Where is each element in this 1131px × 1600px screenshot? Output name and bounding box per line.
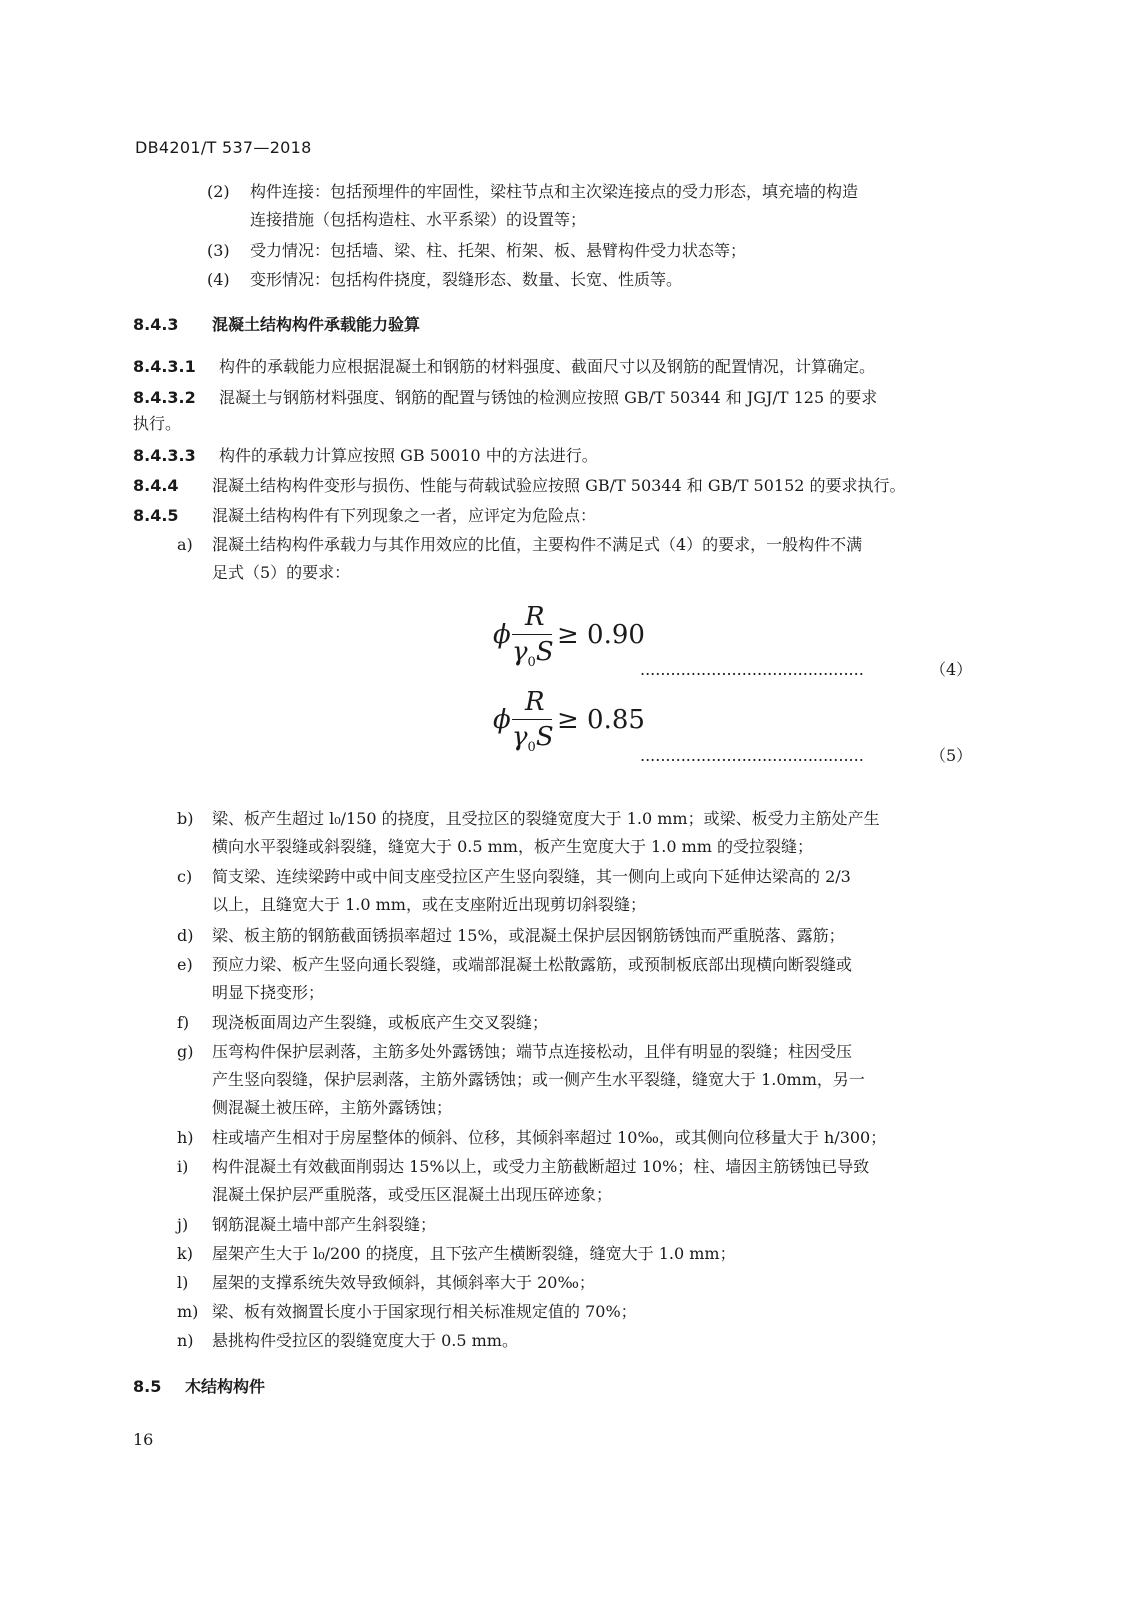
clause-text: 混凝土与钢筋材料强度、钢筋的配置与锈蚀的检测应按照 GB/T 50344 和 JGJ/T 125 的要求 bbox=[219, 388, 878, 407]
formula-phi: ϕ bbox=[493, 620, 511, 650]
list-item-label: l) bbox=[177, 1273, 189, 1292]
clause-number: 8.4.5 bbox=[133, 506, 179, 525]
formula-numerator: R bbox=[525, 687, 545, 717]
formula-leader-dots: ............................................ bbox=[640, 660, 864, 679]
intro-item-text: 构件连接：包括预埋件的牢固性，梁柱节点和主次梁连接点的受力形态，填充墙的构造 bbox=[250, 182, 859, 201]
section-number: 8.5 bbox=[133, 1377, 162, 1396]
fraction-bar bbox=[512, 634, 552, 635]
intro-item-label: (3) bbox=[207, 241, 230, 260]
list-item-label: m) bbox=[177, 1302, 199, 1321]
list-item-label: k) bbox=[177, 1244, 193, 1263]
list-item-text: 横向水平裂缝或斜裂缝，缝宽大于 0.5 mm，板产生宽度大于 1.0 mm 的受拉裂缝； bbox=[212, 837, 814, 856]
list-item-label: h) bbox=[177, 1128, 194, 1147]
list-item-text: 现浇板面周边产生裂缝，或板底产生交叉裂缝； bbox=[212, 1013, 549, 1032]
formula-leader-dots: ............................................ bbox=[640, 746, 864, 765]
fraction-bar bbox=[512, 719, 552, 720]
list-item-text: 产生竖向裂缝，保护层剥落，主筋外露锈蚀；或一侧产生水平裂缝，缝宽大于 1.0mm，另一 bbox=[212, 1070, 865, 1089]
list-item-text: 混凝土结构构件承载力与其作用效应的比值，主要构件不满足式（4）的要求，一般构件不满 bbox=[212, 535, 863, 554]
list-item-label: f) bbox=[177, 1013, 190, 1032]
list-item-text: 屋架产生大于 l₀/200 的挠度，且下弦产生横断裂缝，缝宽大于 1.0 mm； bbox=[212, 1244, 736, 1263]
section-title: 木结构构件 bbox=[185, 1377, 266, 1396]
list-item-label: c) bbox=[177, 867, 193, 886]
list-item-text: 侧混凝土被压碎，主筋外露锈蚀； bbox=[212, 1098, 453, 1117]
list-item-label: i) bbox=[177, 1157, 189, 1176]
intro-item-text: 受力情况：包括墙、梁、柱、托架、桁架、板、悬臂构件受力状态等； bbox=[250, 241, 747, 260]
formula-rhs: ≥ 0.90 bbox=[557, 620, 645, 650]
intro-item-label: (4) bbox=[207, 270, 230, 289]
clause-number: 8.4.3.2 bbox=[133, 388, 196, 407]
list-item-label: n) bbox=[177, 1331, 194, 1350]
clause-number: 8.4.3.3 bbox=[133, 446, 196, 465]
clause-text: 混凝土结构构件有下列现象之一者，应评定为危险点： bbox=[212, 506, 597, 525]
list-item-text: 简支梁、连续梁跨中或中间支座受拉区产生竖向裂缝，其一侧向上或向下延伸达梁高的 2/3 bbox=[212, 867, 851, 886]
list-item-label: d) bbox=[177, 926, 194, 945]
clause-text: 混凝土结构构件变形与损伤、性能与荷载试验应按照 GB/T 50344 和 GB/T 50152 的要求执行。 bbox=[212, 476, 906, 495]
intro-item-label: (2) bbox=[207, 182, 230, 201]
list-item-text: 梁、板产生超过 l₀/150 的挠度，且受拉区的裂缝宽度大于 1.0 mm；或梁、板受力主筋处产生 bbox=[212, 809, 880, 828]
list-item-text: 屋架的支撑系统失效导致倾斜，其倾斜率大于 20‰； bbox=[212, 1273, 595, 1292]
page-number: 16 bbox=[133, 1430, 154, 1449]
list-item-text: 足式（5）的要求： bbox=[212, 563, 351, 582]
list-item-text: 钢筋混凝土墙中部产生斜裂缝； bbox=[212, 1215, 437, 1234]
clause-number: 8.4.3.1 bbox=[133, 357, 196, 376]
intro-item-text: 连接措施（包括构造柱、水平系梁）的设置等； bbox=[250, 210, 587, 229]
formula-denominator: $\gamma_0S$ bbox=[512, 722, 554, 756]
formula-numerator: R bbox=[525, 602, 545, 632]
intro-item-text: 变形情况：包括构件挠度，裂缝形态、数量、长宽、性质等。 bbox=[250, 270, 683, 289]
clause-text: 执行。 bbox=[133, 414, 182, 433]
list-item-label: g) bbox=[177, 1042, 194, 1061]
list-item-text: 压弯构件保护层剥落，主筋多处外露锈蚀；端节点连接松动，且伴有明显的裂缝；柱因受压 bbox=[212, 1042, 853, 1061]
section-number: 8.4.3 bbox=[133, 315, 179, 334]
list-item-text: 构件混凝土有效截面削弱达 15%以上，或受力主筋截断超过 10%；柱、墙因主筋锈蚀已导致 bbox=[212, 1157, 870, 1176]
list-item-text: 悬挑构件受拉区的裂缝宽度大于 0.5 mm。 bbox=[212, 1331, 518, 1350]
clause-text: 构件的承载能力应根据混凝土和钢筋的材料强度、截面尺寸以及钢筋的配置情况，计算确定。 bbox=[219, 357, 876, 376]
list-item-text: 梁、板主筋的钢筋截面锈损率超过 15%，或混凝土保护层因钢筋锈蚀而严重脱落、露筋； bbox=[212, 926, 845, 945]
list-item-text: 梁、板有效搁置长度小于国家现行相关标准规定值的 70%； bbox=[212, 1302, 637, 1321]
list-item-text: 以上，且缝宽大于 1.0 mm，或在支座附近出现剪切斜裂缝； bbox=[212, 895, 646, 914]
formula-phi: ϕ bbox=[493, 705, 511, 735]
formula-reference: （5） bbox=[930, 746, 973, 765]
list-item-label: a) bbox=[177, 535, 193, 554]
section-title: 混凝土结构构件承载能力验算 bbox=[212, 315, 421, 334]
formula-rhs: ≥ 0.85 bbox=[557, 705, 645, 735]
list-item-label: b) bbox=[177, 809, 194, 828]
formula-reference: （4） bbox=[930, 660, 973, 679]
document-id-header: DB4201/T 537—2018 bbox=[135, 138, 312, 157]
list-item-label: e) bbox=[177, 955, 193, 974]
list-item-text: 柱或墙产生相对于房屋整体的倾斜、位移，其倾斜率超过 10‰，或其侧向位移量大于 h/300； bbox=[212, 1128, 887, 1147]
clause-text: 构件的承载力计算应按照 GB 50010 中的方法进行。 bbox=[219, 446, 598, 465]
clause-number: 8.4.4 bbox=[133, 476, 179, 495]
formula-denominator: $\gamma_0S$ bbox=[512, 637, 554, 671]
list-item-label: j) bbox=[177, 1215, 189, 1234]
list-item-text: 明显下挠变形； bbox=[212, 983, 325, 1002]
list-item-text: 混凝土保护层严重脱落，或受压区混凝土出现压碎迹象； bbox=[212, 1185, 613, 1204]
list-item-text: 预应力梁、板产生竖向通长裂缝，或端部混凝土松散露筋，或预制板底部出现横向断裂缝或 bbox=[212, 955, 853, 974]
